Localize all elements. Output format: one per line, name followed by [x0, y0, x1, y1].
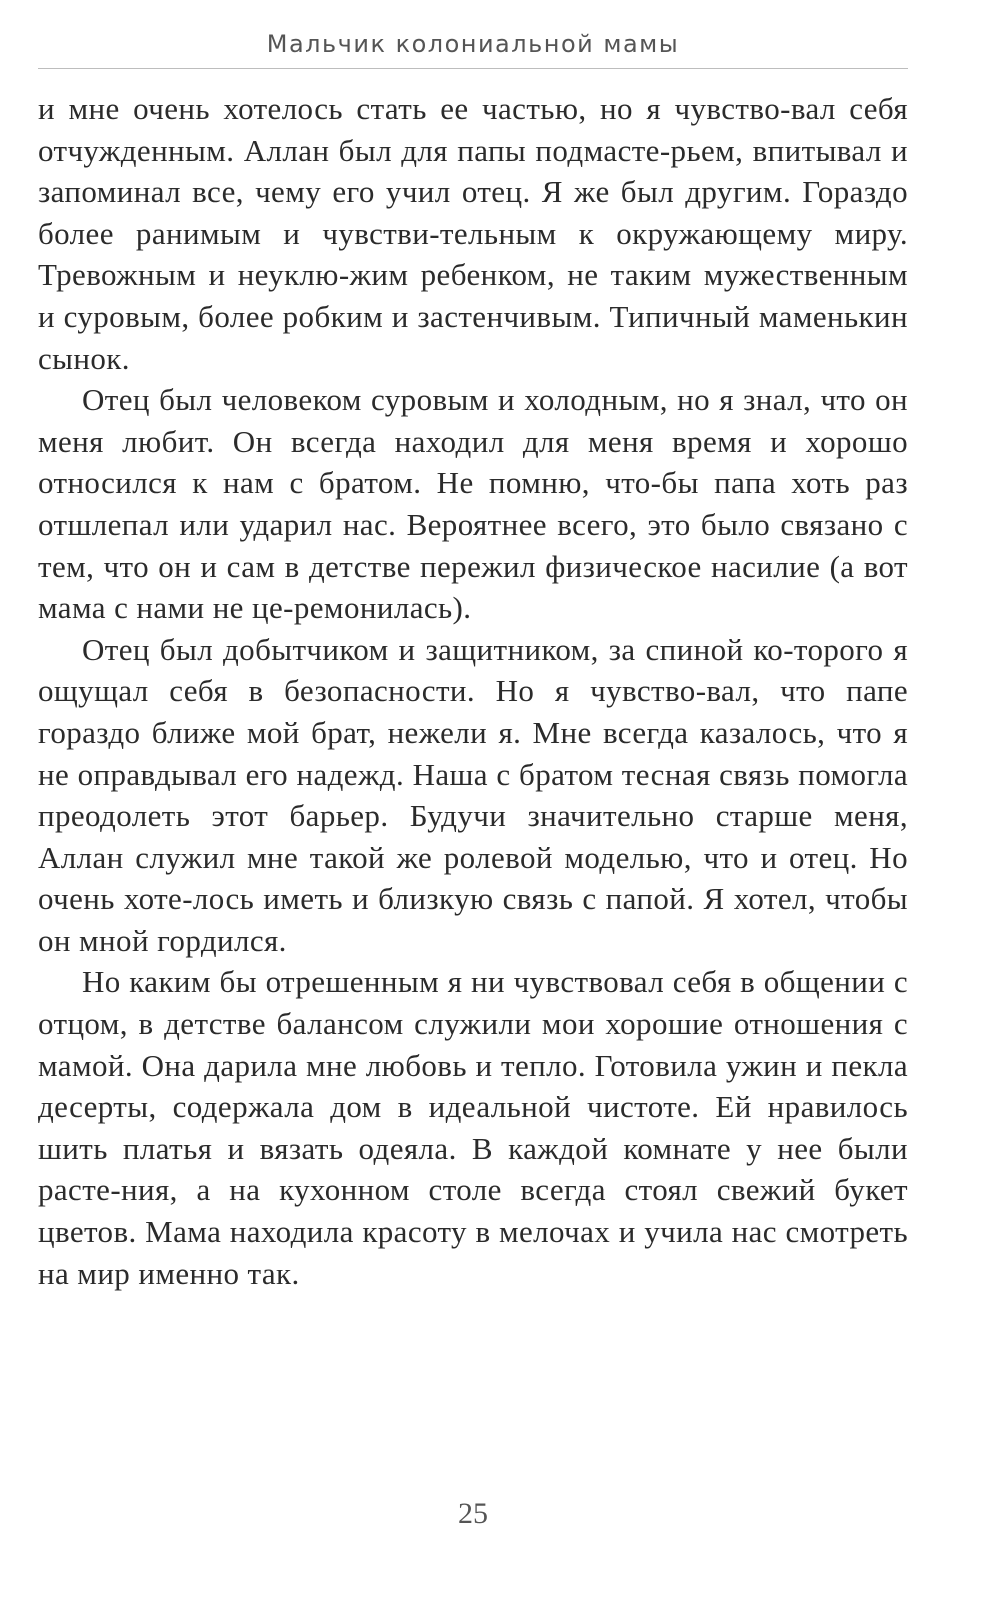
body-text	[38, 88, 908, 1294]
paragraph: и мне очень хотелось стать ее частью, но я чувство-вал себя отчужденным. Аллан был для папы подмасте-рьем, впитывал и запоминал все, чему его учил отец. Я же был другим. Гораздо более ранимым и чувстви-тельным к окружающему миру. Тревожным и неуклю-жим ребенком, не таким мужественным и суровым, более робким и застенчивым. Типичный маменькин сынок.	[38, 91, 908, 376]
paragraph: Отец был человеком суровым и холодным, но я знал, что он меня любит. Он всегда находил для меня время и хорошо относился к нам с братом. Не помню, что-бы папа хоть раз отшлепал или ударил нас. Вероятнее всего, это было связано с тем, что он и сам в детстве пережил физическое насилие (а вот мама с нами не це-ремонилась).	[38, 382, 908, 626]
page-number: 25	[458, 1497, 488, 1530]
header-rule	[38, 68, 908, 69]
paragraph: Но каким бы отрешенным я ни чувствовал себя в общении с отцом, в детстве балансом служили мои хорошие отношения с мамой. Она дарила мне любовь и тепло. Готовила ужин и пекла десерты, содержала дом в идеальной чистоте. Ей нравилось шить платья и вязать одеяла. В каждой комнате у нее были расте-ния, а на кухонном столе всегда стоял свежий букет цветов. Мама находила красоту в мелочах и учила нас смотреть на мир именно так.	[38, 964, 908, 1291]
paragraph: Отец был добытчиком и защитником, за спиной ко-торого я ощущал себя в безопасности. Но я чувство-вал, что папе гораздо ближе мой брат, нежели я. Мне всегда казалось, что я не оправдывал его надежд. Наша с братом тесная связь помогла преодолеть этот барьер. Будучи значительно старше меня, Аллан служил мне такой же ролевой моделью, что и отец. Но очень хоте-лось иметь и близкую связь с папой. Я хотел, чтобы он мной гордился.	[38, 631, 908, 958]
running-title: Мальчик колониальной мамы	[266, 30, 680, 58]
